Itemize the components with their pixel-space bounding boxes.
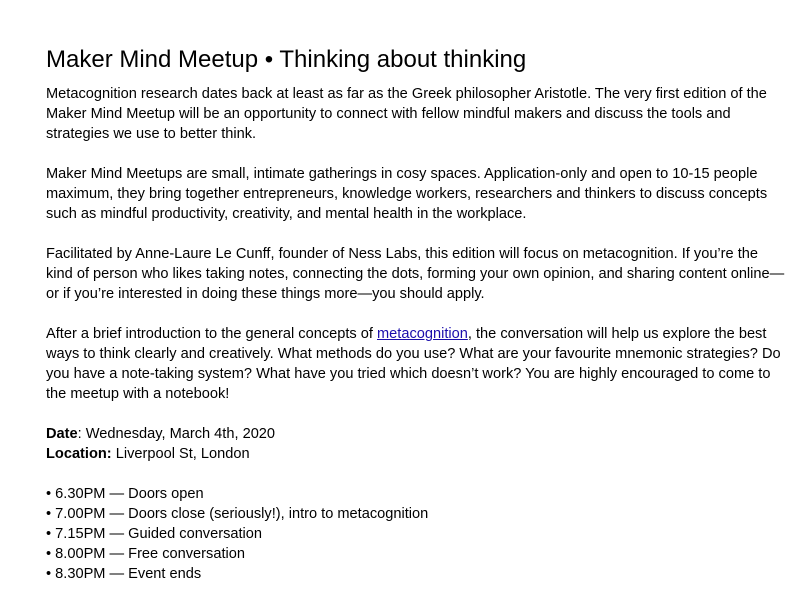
event-description xyxy=(46,44,786,584)
schedule-item: • 7.15PM — Guided conversation xyxy=(46,526,263,542)
facilitator-paragraph: Facilitated by Anne-Laure Le Cunff, founder of Ness Labs, this edition will focus on metacognition. If you’re the kind of person who likes taking notes, connecting the dots, forming your own opinion, and sharing content online—or if you’re interested in doing these things more—you should apply. xyxy=(46,246,785,302)
location-line xyxy=(46,444,786,464)
agenda-text-end: , the conversation will help us explore the best ways to think clearly and creatively. What methods do you use? What are your favourite mnemonic strategies? Do you have a note-taking system? What have you tried which doesn’t work? You are highly encouraged to come to the meetup with a notebook! xyxy=(46,326,781,402)
date-label: Date xyxy=(46,426,78,442)
schedule-item: • 8.00PM — Free conversation xyxy=(46,546,245,562)
intro-paragraph: Metacognition research dates back at least as far as the Greek philosopher Aristotle. The very first edition of the Maker Mind Meetup will be an opportunity to connect with fellow mindful makers and discuss the tools and strategies we use to better think. xyxy=(46,86,767,142)
schedule-item: • 7.00PM — Doors close (seriously!), intro to metacognition xyxy=(46,506,429,522)
schedule-item: • 6.30PM — Doors open xyxy=(46,486,204,502)
page-title: Maker Mind Meetup • Thinking about thinking xyxy=(46,46,527,73)
metacognition-link[interactable]: metacognition xyxy=(377,326,468,342)
event-details xyxy=(46,424,786,464)
location-label: Location: xyxy=(46,446,112,462)
about-paragraph: Maker Mind Meetups are small, intimate gatherings in cosy spaces. Application-only and open to 10-15 people maximum, they bring together entrepreneurs, knowledge workers, researchers and thinkers to discuss concepts such as mindful productivity, creativity, and mental health in the workplace. xyxy=(46,166,768,222)
agenda-text-start: After a brief introduction to the general concepts of xyxy=(46,326,377,342)
date-value: : Wednesday, March 4th, 2020 xyxy=(77,426,276,442)
location-value: Liverpool St, London xyxy=(111,446,250,462)
schedule-item: • 8.30PM — Event ends xyxy=(46,566,202,582)
schedule-list xyxy=(46,484,786,584)
date-line xyxy=(46,424,786,444)
agenda-paragraph xyxy=(46,324,786,404)
